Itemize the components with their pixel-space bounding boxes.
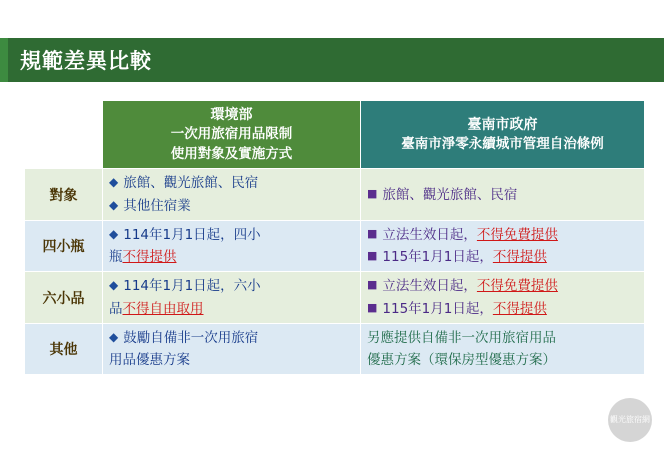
bullet-text: 其他住宿業: [123, 197, 191, 214]
bullet-item: [109, 196, 354, 216]
bullet-item: [109, 225, 354, 245]
bullet-text: 另應提供自備非一次用旅宿用品: [367, 329, 556, 346]
bullet-text: 品: [109, 300, 123, 317]
row-label-object: 對象: [25, 169, 103, 221]
bullet-item: [109, 350, 354, 370]
bullet-item: [109, 328, 354, 348]
header-corner-cell: [25, 101, 103, 169]
table-row: [25, 323, 645, 375]
bullet-text-wrap: [382, 299, 638, 319]
header-right-line1: 臺南市淨零永續城市管理自治條例: [401, 136, 604, 153]
square-bullet-icon: ■: [367, 226, 378, 240]
bullet-item: [367, 299, 638, 319]
bullet-text-emphasis: 不得免費提供: [476, 226, 558, 243]
bullet-text: 優惠方案（環保房型優惠方案）: [367, 352, 556, 369]
bullet-text: 鼓勵自備非一次用旅宿: [123, 329, 259, 346]
diamond-bullet-icon: ◆: [109, 197, 119, 212]
bullet-item: [367, 328, 638, 348]
bullet-item: [109, 173, 354, 193]
bullet-text: 瓶: [109, 249, 123, 266]
diamond-bullet-icon: ◆: [109, 175, 119, 190]
bullet-text: 114年1月1日起，四小: [123, 226, 261, 243]
row-label-four-bottles: 四小瓶: [25, 220, 103, 272]
bullet-item: [367, 185, 638, 205]
table-header-row: [25, 101, 645, 169]
diamond-bullet-icon: ◆: [109, 278, 119, 293]
cell-object-right: [361, 169, 645, 221]
header-tainan-government: [361, 101, 645, 169]
bullet-text: 115年1月1日起，: [382, 300, 493, 317]
bullet-item: [367, 350, 638, 370]
diamond-bullet-icon: ◆: [109, 226, 119, 241]
bullet-item: [367, 225, 638, 245]
bullet-item: [109, 247, 354, 267]
bullet-text: 旅館、觀光旅館、民宿: [123, 175, 259, 192]
row-label-other: 其他: [25, 323, 103, 375]
header-left-org: 環境部: [210, 107, 253, 123]
bullet-text: 115年1月1日起，: [382, 249, 493, 266]
table-row: [25, 169, 645, 221]
cell-six-items-right: [361, 272, 645, 324]
bullet-item: [367, 247, 638, 267]
square-bullet-icon: ■: [367, 186, 378, 200]
square-bullet-icon: ■: [367, 278, 378, 292]
header-environment-ministry: [103, 101, 361, 169]
table-row: [25, 220, 645, 272]
bullet-text-emphasis: 不得提供: [492, 249, 547, 266]
header-left-line1: 一次用旅宿用品限制: [170, 126, 293, 143]
row-label-six-items: 六小品: [25, 272, 103, 324]
bullet-text: 立法生效日起，: [382, 278, 477, 295]
bullet-text: 立法生效日起，: [382, 226, 477, 243]
cell-four-bottles-right: [361, 220, 645, 272]
title-accent-bar: [0, 38, 8, 82]
square-bullet-icon: ■: [367, 300, 378, 314]
square-bullet-icon: ■: [367, 249, 378, 263]
header-right-org: 臺南市政府: [467, 116, 538, 133]
bullet-text: 114年1月1日起，六小: [123, 278, 261, 295]
table-row: [25, 272, 645, 324]
comparison-table: [24, 100, 645, 375]
header-left-line2: 使用對象及實施方式: [170, 145, 293, 162]
bullet-text: 旅館、觀光旅館、民宿: [382, 186, 518, 203]
cell-object-left: [103, 169, 361, 221]
bullet-text-emphasis: 不得提供: [492, 300, 547, 317]
cell-other-left: [103, 323, 361, 375]
bullet-text-wrap: [382, 225, 638, 245]
page-title: 規範差異比較: [20, 49, 152, 73]
bullet-item: [367, 276, 638, 296]
bullet-text-wrap: [382, 247, 638, 267]
bullet-text-emphasis: 不得自由取用: [122, 300, 204, 317]
bullet-text-wrap: [382, 276, 638, 296]
bullet-text-wrap: [109, 247, 354, 267]
watermark-logo: 觀光旅宿網: [608, 398, 652, 442]
bullet-text-emphasis: 不得免費提供: [476, 278, 558, 295]
cell-six-items-left: [103, 272, 361, 324]
diamond-bullet-icon: ◆: [109, 329, 119, 344]
cell-four-bottles-left: [103, 220, 361, 272]
bullet-item: [109, 276, 354, 296]
cell-other-right: [361, 323, 645, 375]
bullet-text: 用品優惠方案: [109, 352, 190, 369]
slide-title-bar: [0, 38, 664, 82]
bullet-item: [109, 299, 354, 319]
bullet-text-emphasis: 不得提供: [122, 249, 177, 266]
bullet-text-wrap: [109, 299, 354, 319]
